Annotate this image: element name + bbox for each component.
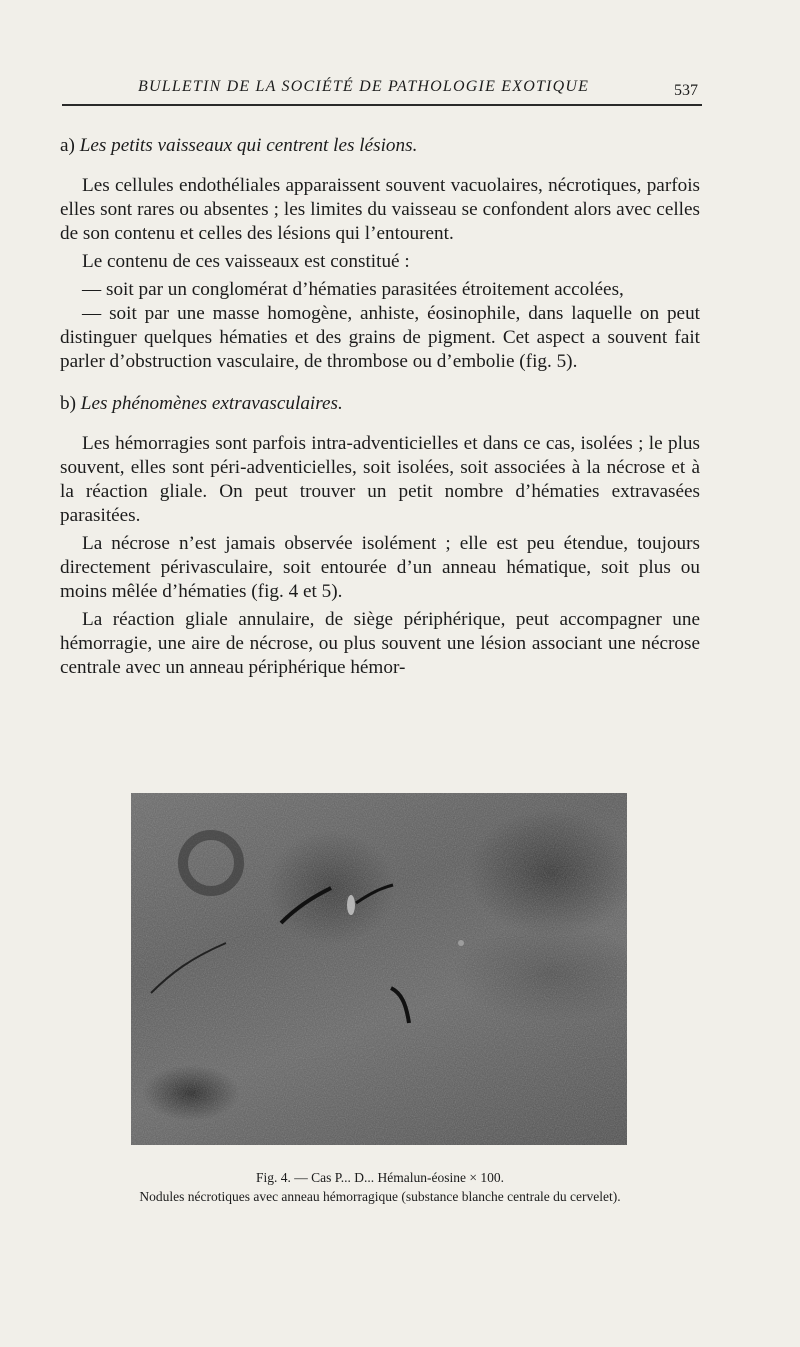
paragraph: La nécrose n’est jamais observée isolément ; elle est peu étendue, toujours directement périvasculaire, soit entourée d’un anneau hématique, soit plus ou moins mêlée d’hématies (fig. 4 et 5). xyxy=(60,533,700,602)
caption-line: Nodules nécrotiques avec anneau hémorragique (substance blanche centrale du cervelet). xyxy=(139,1189,621,1204)
section-a-label: a) xyxy=(60,135,75,156)
paragraph: — soit par une masse homogène, anhiste, éosinophile, dans laquelle on peut distinguer quelques hématies et des grains de pigment. Cet aspect a souvent fait parler d’obstruction vasculaire, de thrombose ou d’embolie (fig. 5). xyxy=(60,303,700,372)
paragraph: La réaction gliale annulaire, de siège périphérique, peut accompagner une hémorragie, une aire de nécrose, ou plus souvent une lésion associant une nécrose centrale avec un anneau périphérique hémor- xyxy=(60,609,700,678)
micrograph-texture xyxy=(131,793,627,1145)
page-number: 537 xyxy=(674,82,698,99)
section-b-title: Les phénomènes extravasculaires. xyxy=(80,393,343,414)
running-title: BULLETIN DE LA SOCIÉTÉ DE PATHOLOGIE EXOTIQUE xyxy=(138,78,590,95)
body-text xyxy=(60,130,700,680)
paragraph: Les hémorragies sont parfois intra-adventicielles et dans ce cas, isolées ; le plus souvent, elles sont péri-adventicielles, soit isolées, soit associées à la nécrose et à la réaction gliale. On peut trouver un petit nombre d’hématies extravasées parasitées. xyxy=(60,433,700,526)
section-b-label: b) xyxy=(60,393,76,414)
section-b-heading xyxy=(60,392,700,416)
running-head xyxy=(62,74,702,104)
paragraph: Le contenu de ces vaisseaux est constitué : xyxy=(82,251,410,272)
caption-line: Fig. 4. — Cas P... D... Hémalun-éosine × 100. xyxy=(256,1170,504,1185)
paragraph: Les cellules endothéliales apparaissent souvent vacuolaires, nécrotiques, parfois elles sont rares ou absentes ; les limites du vaisseau se confondent alors avec celles de son contenu et celles des lésions qui l’entourent. xyxy=(60,175,700,244)
section-a-title: Les petits vaisseaux qui centrent les lésions. xyxy=(79,135,418,156)
figure-caption xyxy=(60,1168,700,1206)
header-rule xyxy=(62,104,702,106)
section-a-heading xyxy=(60,134,700,158)
micrograph-figure xyxy=(131,793,627,1145)
paragraph: — soit par un conglomérat d’hématies parasitées étroitement accolées, xyxy=(82,279,624,300)
